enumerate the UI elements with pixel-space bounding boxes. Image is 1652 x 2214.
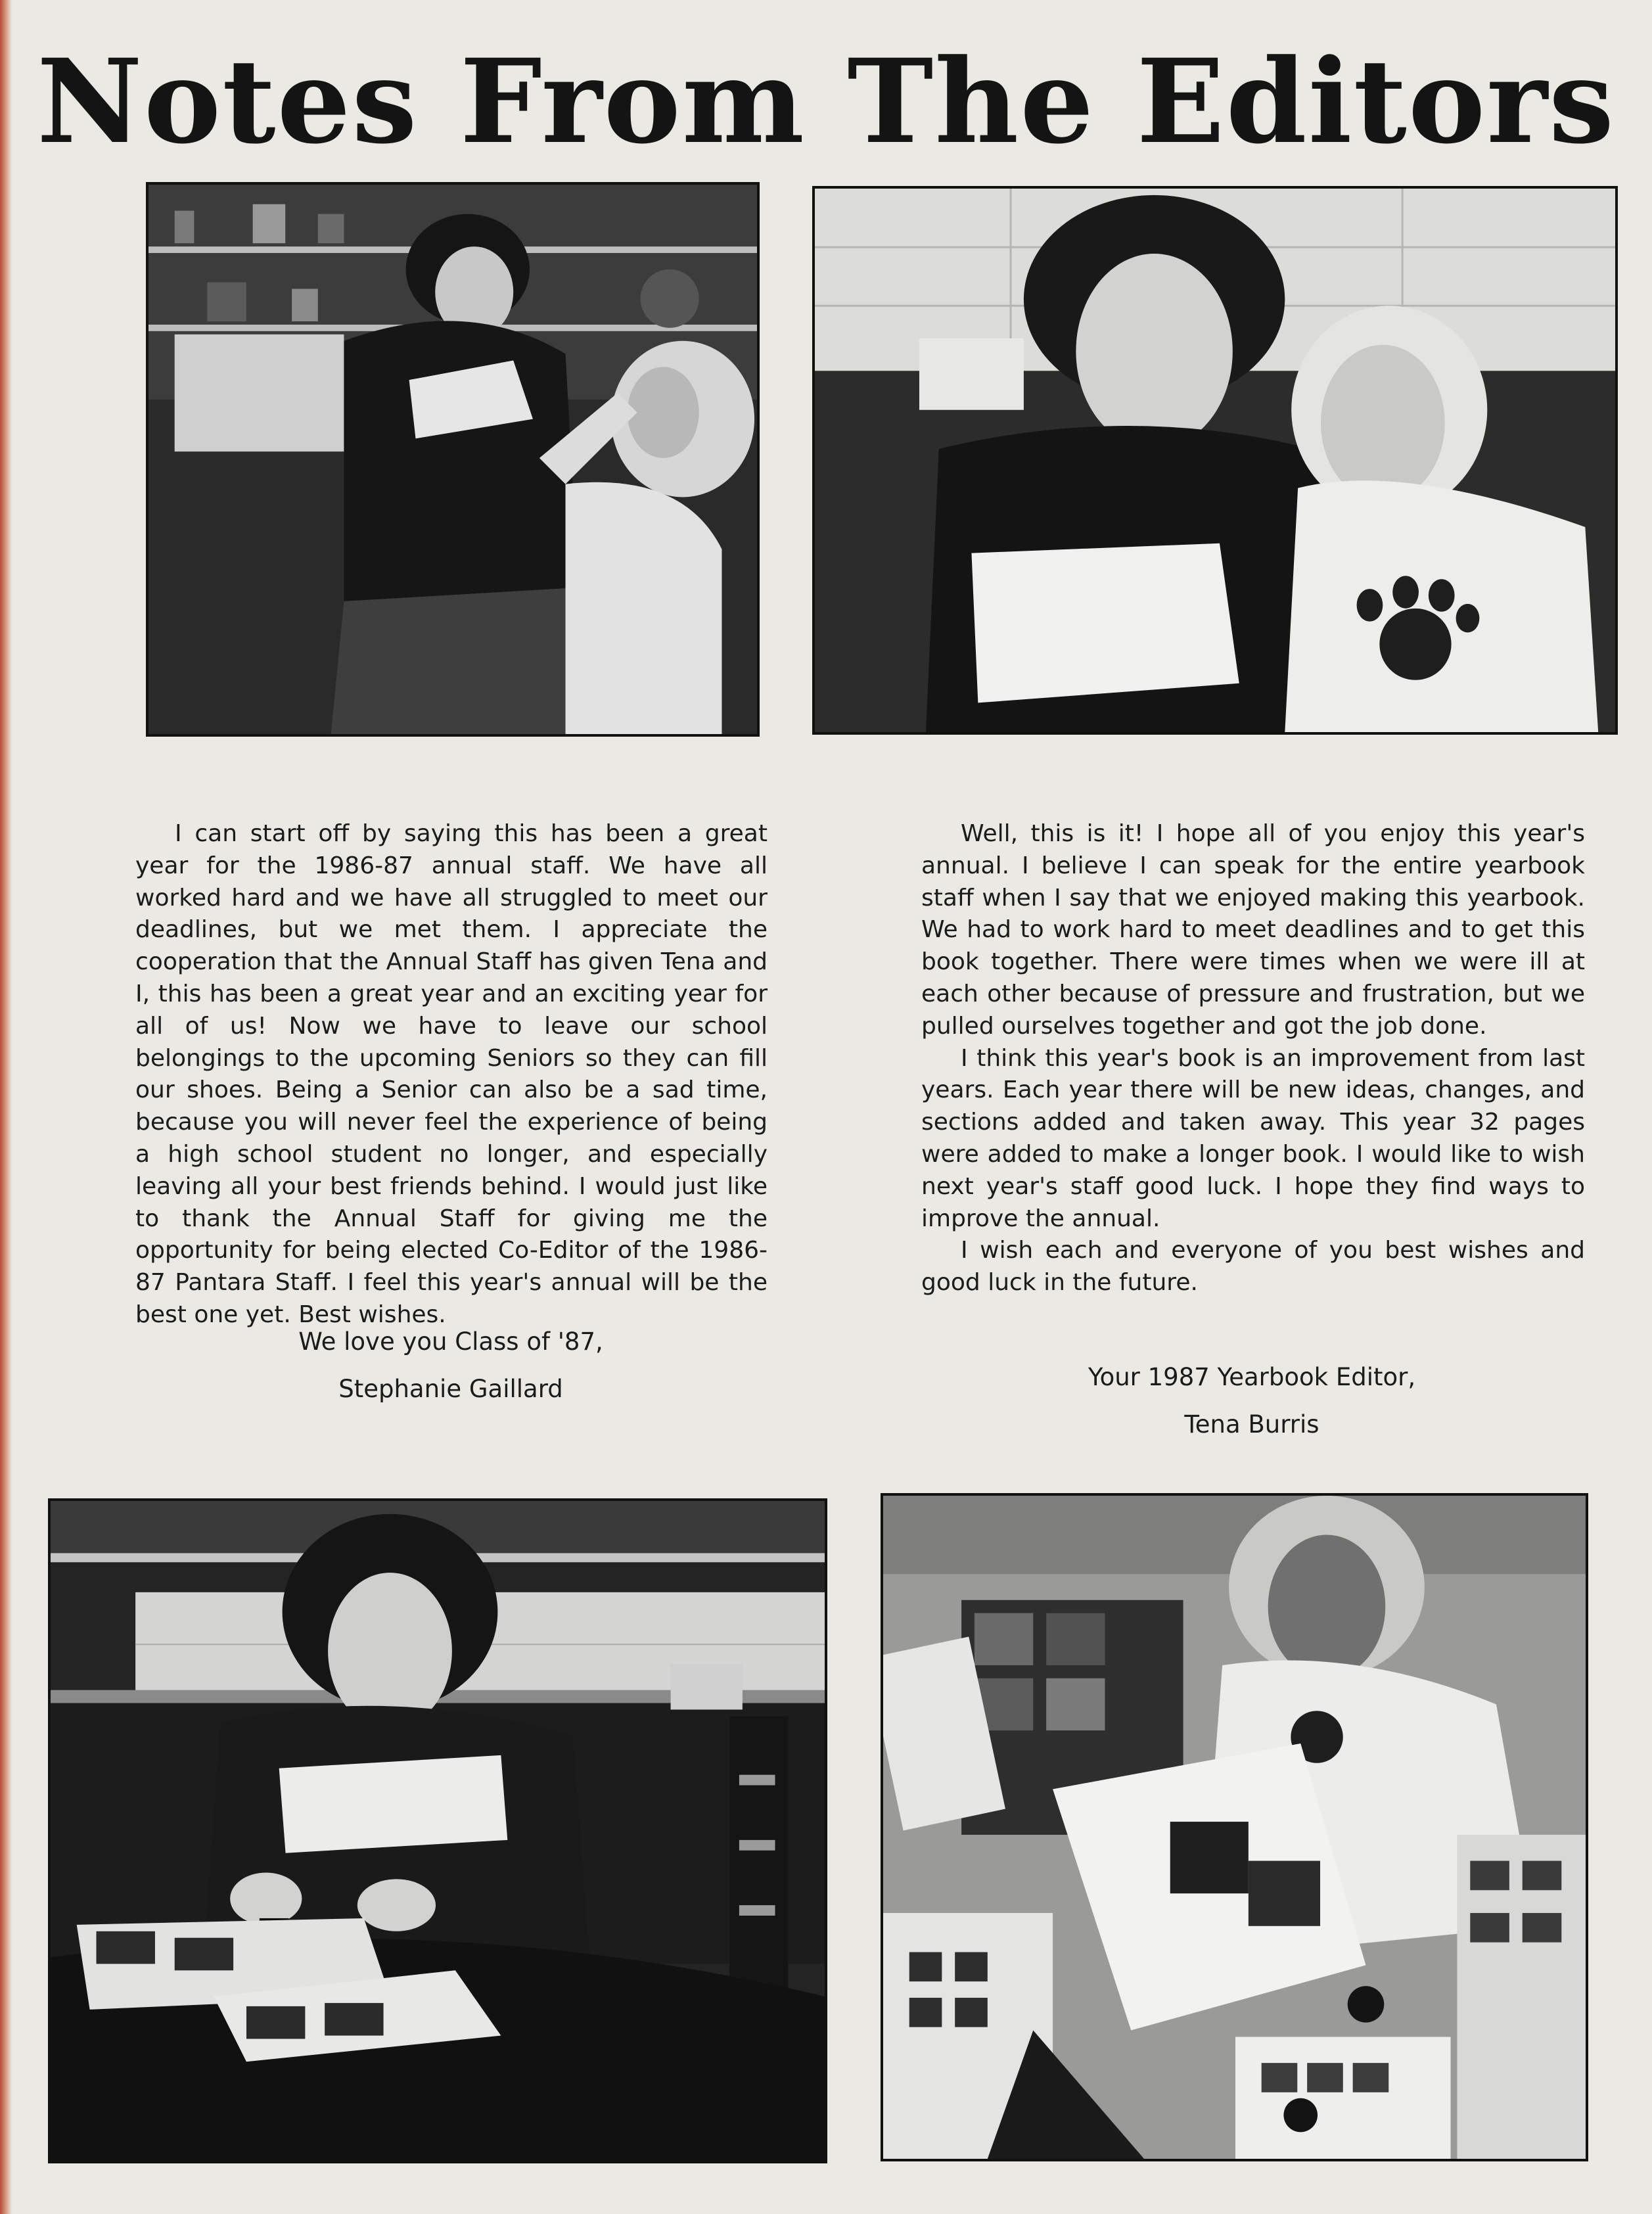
signoff-stephanie-gaillard — [254, 1318, 648, 1413]
page-title: Notes From The Editors — [36, 34, 1616, 170]
photo-editors-collar — [146, 182, 760, 737]
photo-editor-at-table — [48, 1498, 827, 2163]
page-binding-edge — [0, 0, 12, 2214]
letter-signature: Stephanie Gaillard — [338, 1375, 563, 1403]
letter-closing: We love you Class of '87, — [298, 1327, 603, 1356]
photo-editor-with-layouts — [881, 1493, 1588, 2161]
letter-paragraph: I can start off by saying this has been a great year for the 1986-87 annual staff. We have all worked hard and we have all struggled to meet our deadlines, but we met them. I appreciate the cooperation that the Annual Staff has given Tena and I, this has been a great year and an exciting year for all of us! Now we have to leave our school belongings to the upcoming Seniors so they can fill our shoes. Being a Senior can also be a sad time, because you will never feel the experience of being a high school student no longer, and especially leaving all your best friends behind. I would just like to thank the Annual Staff for giving me the opportunity for being elected Co-Editor of the 1986-87 Pantara Staff. I feel this year's annual will be the best one yet. Best wishes. — [135, 820, 768, 1328]
letter-tena-burris — [921, 818, 1585, 1299]
photo-editors-portrait — [812, 186, 1618, 735]
letter-paragraph: Well, this is it! I hope all of you enjoy this year's annual. I believe I can speak for the entire yearbook staff when I say that we enjoyed making this yearbook. We had to work hard to meet deadlines and to get this book together. There were times when we were ill at each other because of pressure and frustration, but we pulled ourselves together and got the job done. — [921, 820, 1585, 1040]
letter-signature: Tena Burris — [1184, 1410, 1319, 1439]
letter-closing: Your 1987 Yearbook Editor, — [1088, 1363, 1416, 1391]
signoff-tena-burris — [1038, 1354, 1465, 1448]
letter-paragraph: I think this year's book is an improvement from last years. Each year there will be new ideas, changes, and sections added and taken away. This year 32 pages were added to make a longer book. I would like to wish next year's staff good luck. I hope they find ways to improve the annual. — [921, 1044, 1585, 1232]
letter-stephanie-gaillard — [135, 818, 768, 1331]
letter-paragraph: I wish each and everyone of you best wishes and good luck in the future. — [921, 1237, 1585, 1297]
